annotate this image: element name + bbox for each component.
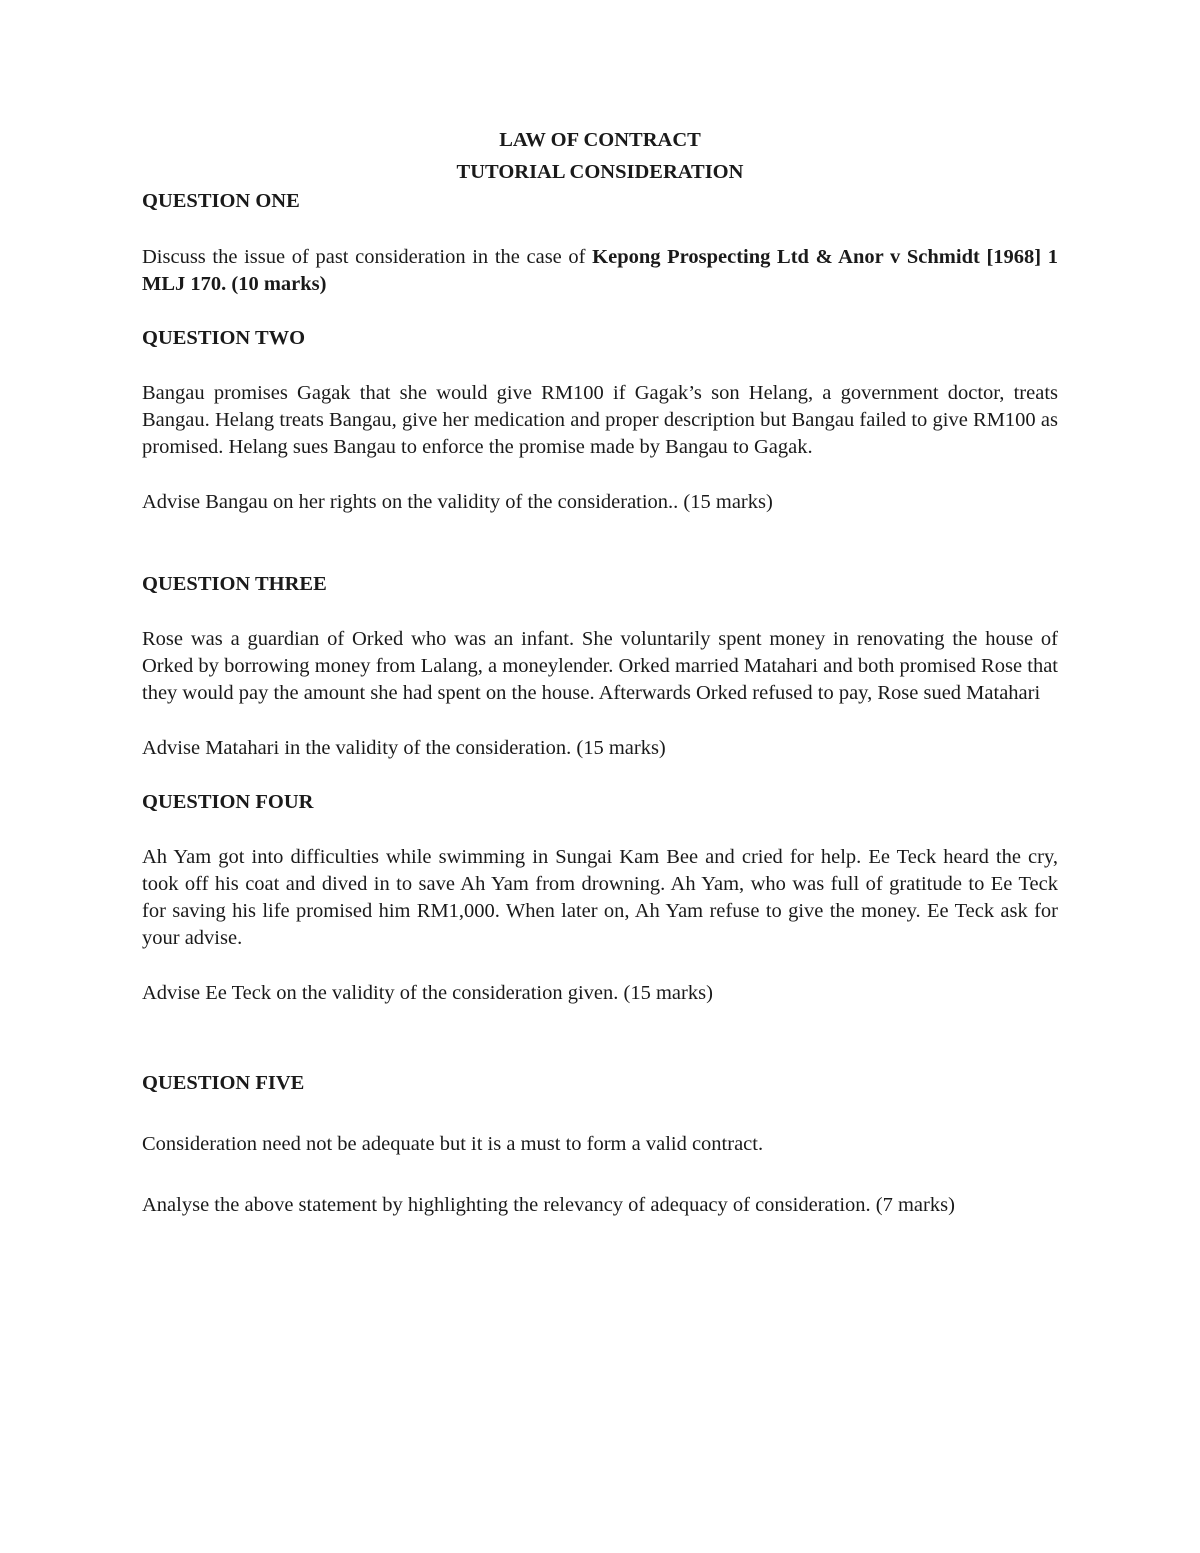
question-three-heading: QUESTION THREE — [142, 573, 327, 595]
question-one-heading: QUESTION ONE — [142, 190, 300, 212]
question-three-task: Advise Matahari in the validity of the consideration. (15 marks) — [142, 737, 666, 759]
document-subtitle: TUTORIAL CONSIDERATION — [456, 161, 744, 183]
question-four-scenario: Ah Yam got into difficulties while swimming in Sungai Kam Bee and cried for help. Ee Teck heard the cry, took off his coat and dived in to save Ah Yam from drowning. Ah Yam, who was full of gratitude to Ee Teck for saving his life promised him RM1,000. When later on, Ah Yam refuse to give the money. Ee Teck ask for your advise. — [142, 846, 1058, 949]
question-four-heading: QUESTION FOUR — [142, 791, 314, 813]
question-two-scenario: Bangau promises Gagak that she would give RM100 if Gagak’s son Helang, a government doctor, treats Bangau. Helang treats Bangau, give her medication and proper description but Bangau failed to give RM100 as promised. Helang sues Bangau to enforce the promise made by Bangau to Gagak. — [142, 382, 1058, 458]
question-one-text — [142, 244, 1058, 298]
question-three-scenario: Rose was a guardian of Orked who was an infant. She voluntarily spent money in renovating the house of Orked by borrowing money from Lalang, a moneylender. Orked married Matahari and both promised Rose that they would pay the amount she had spent on the house. Afterwards Orked refused to pay, Rose sued Matahari — [142, 628, 1058, 704]
question-one-case-citation: Kepong Prospecting Ltd & Anor v Schmidt [1968] 1 MLJ 170. (10 marks) — [142, 246, 1058, 295]
question-five-heading: QUESTION FIVE — [142, 1072, 305, 1094]
question-two-task: Advise Bangau on her rights on the validity of the consideration.. (15 marks) — [142, 491, 773, 513]
question-one-text-prefix: Discuss the issue of past consideration in the case of — [142, 246, 593, 268]
question-five-statement: Consideration need not be adequate but it is a must to form a valid contract. — [142, 1133, 764, 1155]
question-five-task: Analyse the above statement by highlighting the relevancy of adequacy of consideration. (7 marks) — [142, 1194, 955, 1216]
document-title: LAW OF CONTRACT — [499, 129, 701, 151]
question-two-heading: QUESTION TWO — [142, 327, 306, 349]
question-four-task: Advise Ee Teck on the validity of the consideration given. (15 marks) — [142, 982, 713, 1004]
document-page — [142, 124, 1058, 1219]
